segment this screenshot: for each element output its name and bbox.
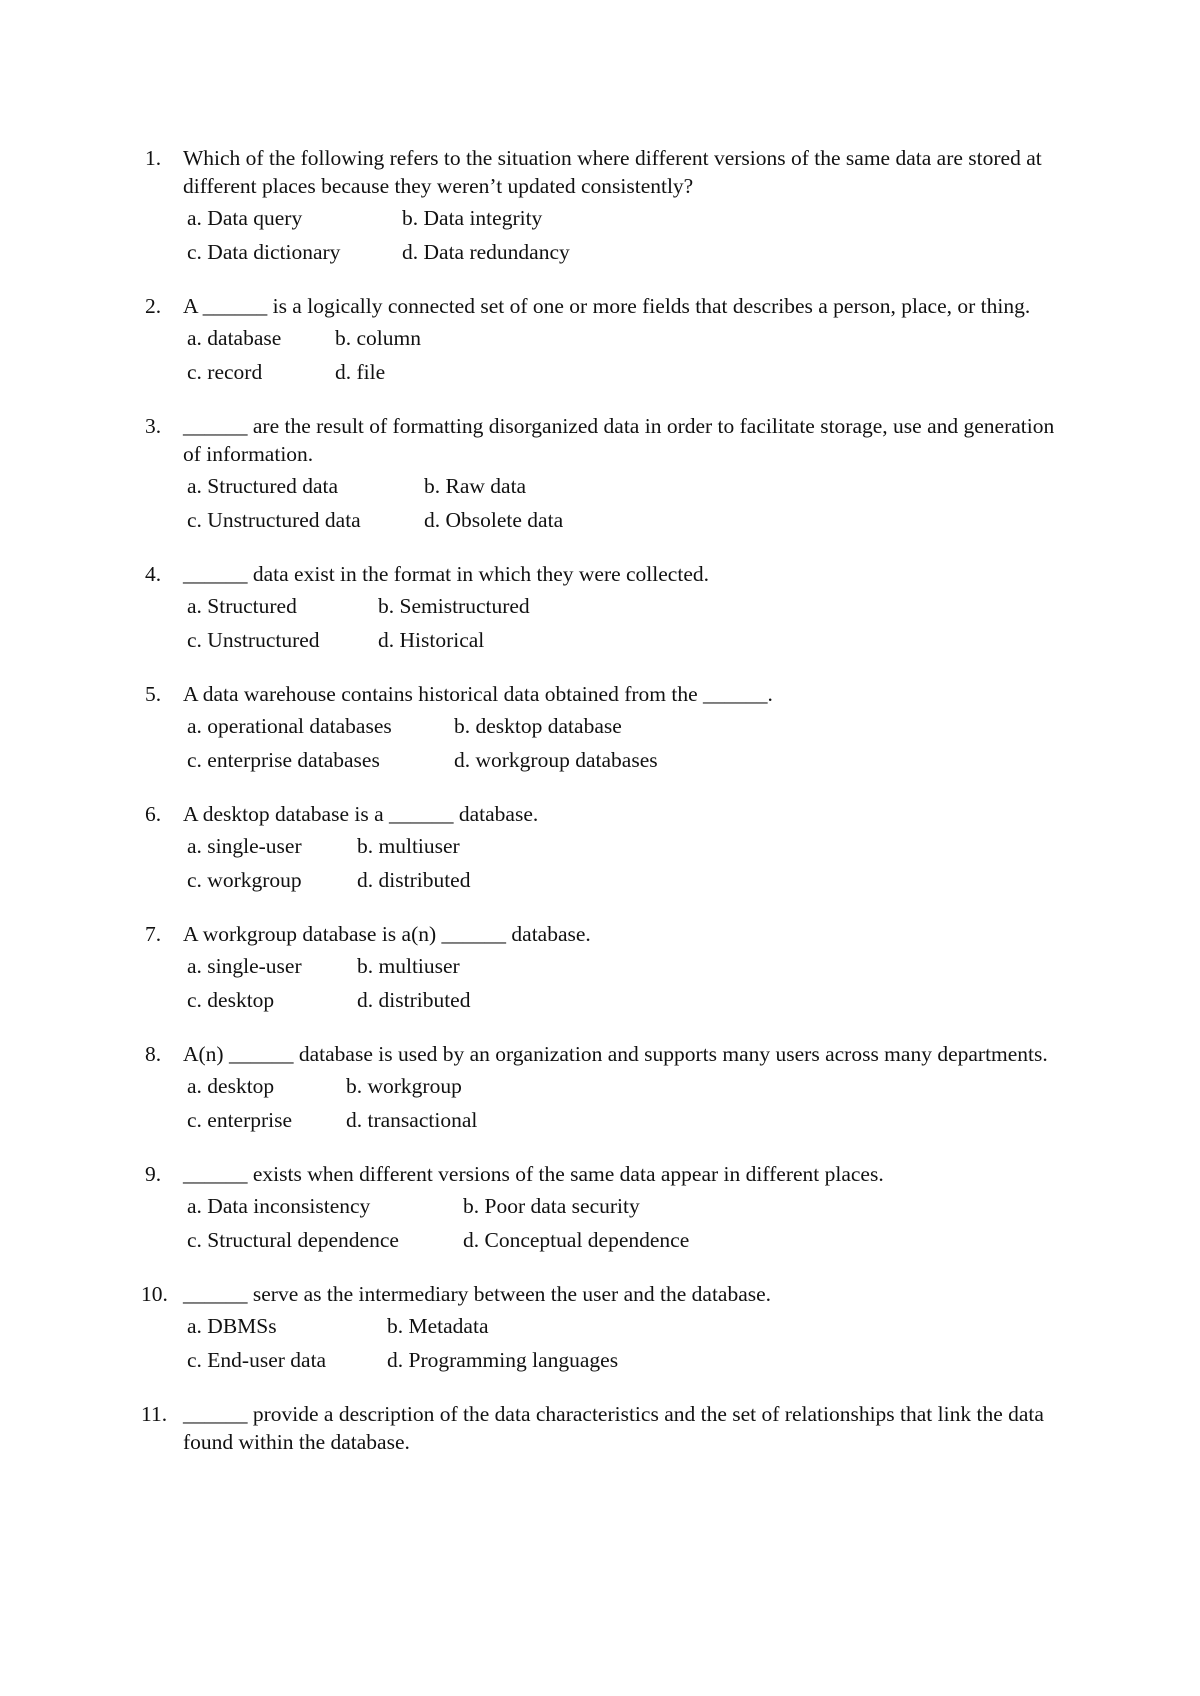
option-row [183,1345,1075,1376]
question-number: 6. [145,802,162,826]
question-number: 1. [145,146,162,170]
option-a: a. Data query [187,206,303,230]
option-a: a. Data inconsistency [187,1194,371,1218]
option-d: d. Data redundancy [402,240,570,264]
option-b: b. Data integrity [402,206,543,230]
question-3 [145,412,1075,536]
option-a: a. DBMSs [187,1314,277,1338]
option-d: d. Obsolete data [424,508,564,532]
option-b: b. multiuser [357,954,460,978]
option-row [183,865,1075,896]
question-text: ______ serve as the intermediary between the user and the database. [183,1282,772,1306]
option-row [183,1191,1075,1222]
option-row [183,505,1075,536]
option-b: b. workgroup [346,1074,462,1098]
question-11 [141,1400,1075,1456]
option-b: b. Poor data security [463,1194,640,1218]
question-text: A(n) ______ database is used by an organization and supports many users across many departments. [183,1042,1048,1066]
option-d: d. Historical [378,628,485,652]
option-d: d. transactional [346,1108,478,1132]
question-7 [145,920,1075,1016]
question-text: ______ are the result of formatting disorganized data in order to facilitate storage, use and generation of information. [183,414,1055,466]
question-number: 9. [145,1162,162,1186]
question-10 [141,1280,1075,1376]
question-number: 10. [141,1282,168,1306]
question-number: 2. [145,294,162,318]
option-d: d. distributed [357,868,471,892]
question-number: 4. [145,562,162,586]
question-number: 7. [145,922,162,946]
option-row [183,591,1075,622]
option-d: d. Programming languages [387,1348,619,1372]
option-c: c. workgroup [187,868,302,892]
option-c: c. Structural dependence [187,1228,399,1252]
question-text: A data warehouse contains historical data obtained from the ______. [183,682,773,706]
option-a: a. Structured [187,594,297,618]
option-a: a. operational databases [187,714,392,738]
question-8 [145,1040,1075,1136]
option-c: c. End-user data [187,1348,327,1372]
option-b: b. Semistructured [378,594,530,618]
option-c: c. Unstructured data [187,508,361,532]
option-a: a. single-user [187,834,302,858]
option-row [183,1311,1075,1342]
question-number: 3. [145,414,162,438]
option-b: b. Raw data [424,474,527,498]
option-row [183,745,1075,776]
option-row [183,711,1075,742]
option-a: a. desktop [187,1074,275,1098]
option-c: c. enterprise [187,1108,293,1132]
question-number: 11. [141,1402,168,1426]
option-c: c. Unstructured [187,628,320,652]
option-a: a. database [187,326,282,350]
option-row [183,471,1075,502]
option-c: c. desktop [187,988,275,1012]
option-b: b. Metadata [387,1314,489,1338]
option-d: d. Conceptual dependence [463,1228,690,1252]
option-row [183,357,1075,388]
option-c: c. record [187,360,263,384]
option-d: d. workgroup databases [454,748,658,772]
option-row [183,1105,1075,1136]
question-list [141,144,1075,1480]
option-c: c. enterprise databases [187,748,380,772]
option-b: b. multiuser [357,834,460,858]
question-text: ______ exists when different versions of the same data appear in different places. [183,1162,884,1186]
option-row [183,1225,1075,1256]
question-text: ______ provide a description of the data characteristics and the set of relationships that link the data found within the database. [183,1402,1044,1454]
option-row [183,1071,1075,1102]
question-2 [145,292,1075,388]
question-4 [145,560,1075,656]
question-number: 8. [145,1042,162,1066]
option-d: d. file [335,360,386,384]
question-text: A desktop database is a ______ database. [183,802,539,826]
question-5 [145,680,1075,776]
question-text: A ______ is a logically connected set of one or more fields that describes a person, place, or thing. [183,294,1031,318]
option-b: b. column [335,326,421,350]
question-text: A workgroup database is a(n) ______ database. [183,922,591,946]
option-row [183,203,1075,234]
option-a: a. single-user [187,954,302,978]
option-b: b. desktop database [454,714,622,738]
option-d: d. distributed [357,988,471,1012]
question-number: 5. [145,682,162,706]
option-row [183,985,1075,1016]
question-text: ______ data exist in the format in which they were collected. [183,562,709,586]
option-row [183,237,1075,268]
question-1 [145,144,1075,268]
question-text: Which of the following refers to the situation where different versions of the same data are stored at different places because they weren’t updated consistently? [183,146,1042,198]
option-a: a. Structured data [187,474,339,498]
option-row [183,951,1075,982]
option-row [183,625,1075,656]
question-6 [145,800,1075,896]
option-row [183,831,1075,862]
option-row [183,323,1075,354]
question-9 [145,1160,1075,1256]
option-c: c. Data dictionary [187,240,341,264]
